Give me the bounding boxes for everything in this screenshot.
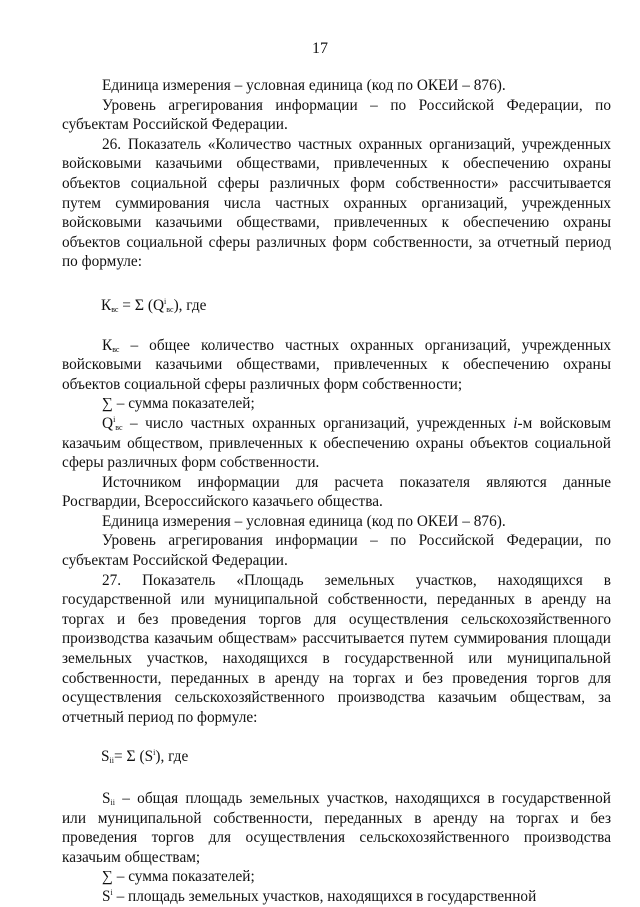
definition-s-total xyxy=(62,789,611,867)
indicator-27-paragraph: 27. Показатель «Площадь земельных участков, находящихся в государственной или муниципальной собственности, переданных в аренду на торгах и без проведения торгов для осуществления сельскохозяйственного производства казачьим обществам» рассчитывается путем суммирования площади земельных участков, находящихся в государственной или муниципальной собственности, переданных в аренду на торгах и без проведения торгов для осуществления сельскохозяйственного производства казачьим обществам, за отчетный период по формуле: xyxy=(62,571,611,726)
definition-sum-2: ∑ – сумма показателей; xyxy=(102,868,255,886)
formula-27-term: (S xyxy=(135,748,154,766)
definition-q xyxy=(62,414,611,473)
aggregation-paragraph-2: Уровень агрегирования информации – по Российской Федерации, по субъектам Российской Федерации. xyxy=(62,532,611,570)
page-number: 17 xyxy=(312,40,328,57)
definition-sum: ∑ – сумма показателей; xyxy=(102,395,255,413)
formula-27 xyxy=(101,747,611,767)
definition-q-subscript: вс xyxy=(115,422,123,432)
definition-s-i-superscript: i xyxy=(110,887,113,897)
unit-paragraph: Единица измерения – условная единица (код по ОКЕИ – 876). xyxy=(102,77,506,94)
definition-k xyxy=(62,336,611,395)
formula-27-lhs: S xyxy=(101,748,110,766)
formula-27-equals: = xyxy=(113,748,127,766)
unit-paragraph-2: Единица измерения – условная единица (код по ОКЕИ – 876). xyxy=(102,512,506,530)
aggregation-paragraph: Уровень агрегирования информации – по Российской Федерации, по субъектам Российской Федерации. xyxy=(62,96,611,134)
definition-k-subscript: вс xyxy=(112,344,120,354)
definition-s-i xyxy=(62,887,611,907)
formula-26-lhs: К xyxy=(101,296,112,314)
formula-26-term: (Q xyxy=(144,296,165,314)
document-body xyxy=(62,76,611,907)
formula-26-tail: ), где xyxy=(173,296,207,314)
definition-q-superscript: i xyxy=(113,414,116,424)
definition-s-total-text: – общая площадь земельных участков, находящихся в государственной или муниципальной собственности, переданных в аренду на торгах и без проведения торгов для осуществления сельскохозяйственного производства казачьим обществам; xyxy=(62,790,611,866)
formula-26-equals: = xyxy=(118,296,135,314)
indicator-26-paragraph: 26. Показатель «Количество частных охранных организаций, учрежденных войсковыми казачьими обществами, привлеченных к обеспечению охраны объектов социальной сферы различных форм собственности» рассчитывается путем суммирования числа частных охранных организаций, учрежденных войсковыми казачьими обществами, привлеченных к обеспечению охраны объектов социальной сферы различных форм собственности, за отчетный период по формуле: xyxy=(62,135,611,271)
definition-s-i-symbol: S xyxy=(102,887,111,905)
definition-s-total-subscript: ii xyxy=(110,798,115,807)
definition-q-text-a: – число частных охранных организаций, учрежденных xyxy=(122,414,514,432)
source-paragraph: Источником информации для расчета показателя являются данные Росгвардии, Всероссийского казачьего общества. xyxy=(62,473,611,511)
formula-27-tail: ), где xyxy=(155,748,189,766)
sigma-symbol-2: Σ xyxy=(126,748,136,766)
formula-26-superscript: i xyxy=(164,296,167,306)
formula-26-subscript: вс xyxy=(166,304,174,314)
definition-k-symbol: К xyxy=(102,336,113,354)
formula-27-lhs-subscript: ii xyxy=(109,756,114,766)
definition-s-total-symbol: S xyxy=(102,790,111,807)
formula-26-lhs-subscript: вс xyxy=(111,304,119,314)
sigma-symbol: Σ xyxy=(134,296,145,314)
formula-27-superscript: i xyxy=(153,748,156,758)
definition-q-symbol: Q xyxy=(102,414,114,432)
definition-k-text: – общее количество частных охранных организаций, учрежденных войсковыми казачьими обществами, привлеченных к обеспечению охраны объектов социальной сферы различных форм собственности; xyxy=(62,336,611,393)
definition-q-text-b: -м войсковым казачьим обществом, привлеченных к обеспечению охраны объектов социальной сферы различных форм собственности. xyxy=(62,414,611,472)
definition-q-italic-i: i xyxy=(513,414,518,432)
formula-26 xyxy=(101,296,611,316)
definition-s-i-text: – площадь земельных участков, находящихся в государственной xyxy=(112,887,537,905)
